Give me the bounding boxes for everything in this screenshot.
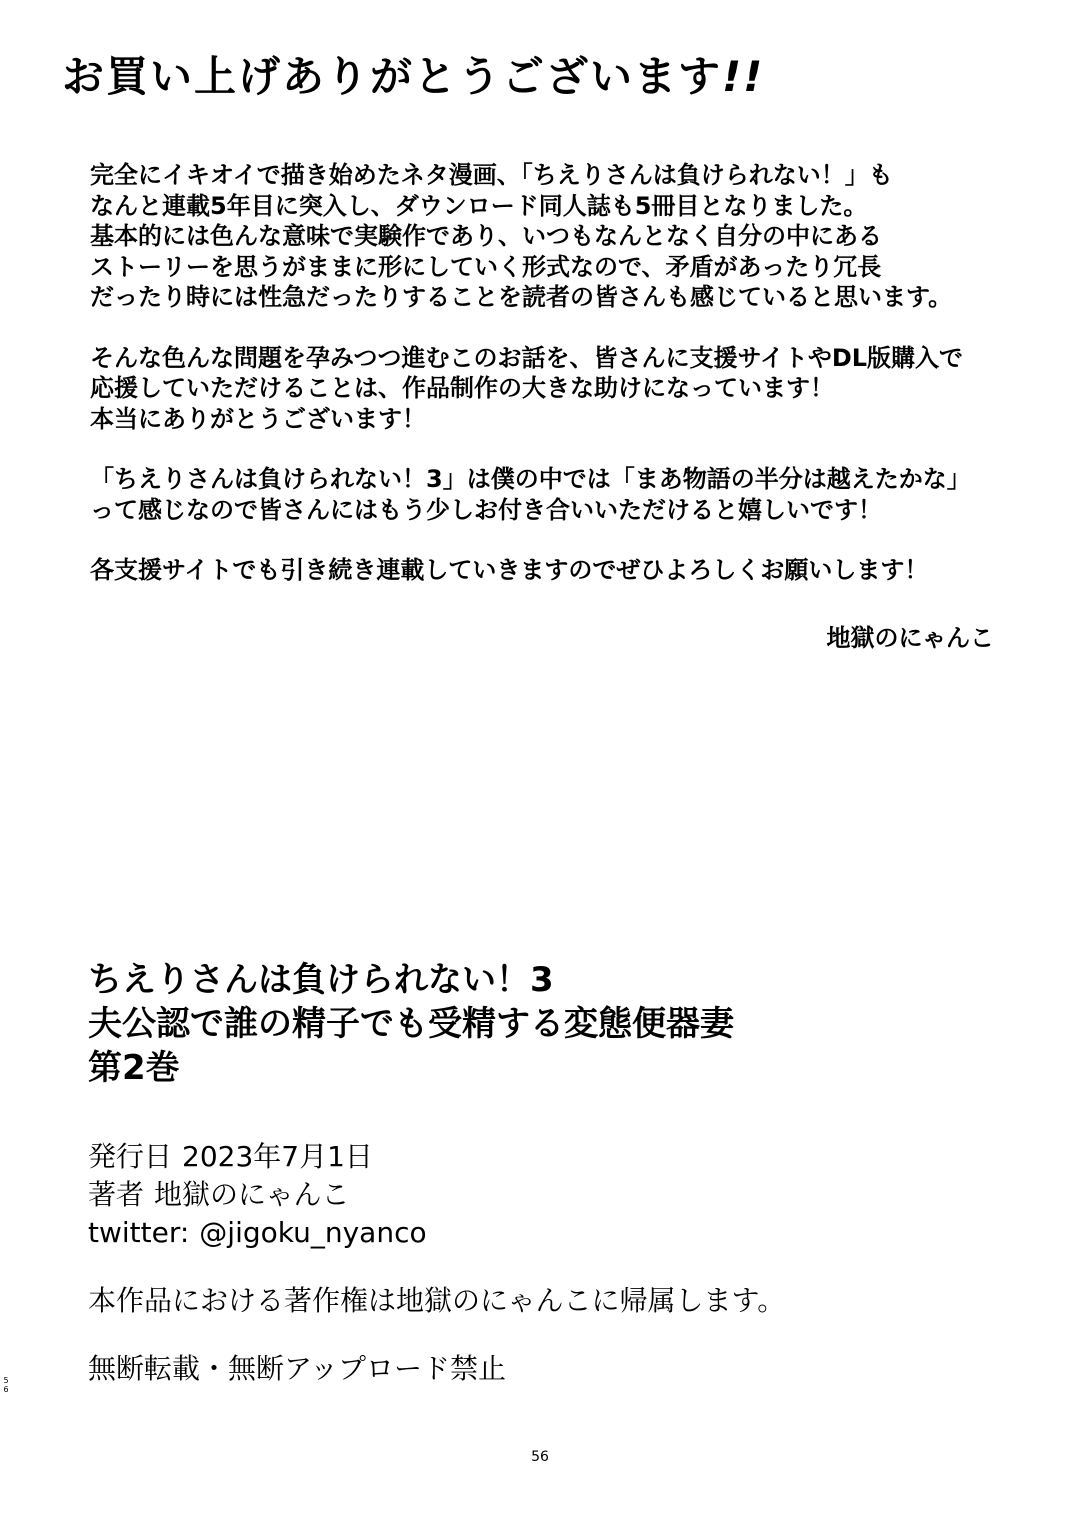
thanks-heading-exclaim: !! [722, 52, 765, 101]
book-title-line: ちえりさんは負けられない！3 [88, 960, 554, 1000]
afterword-paragraph-3 [90, 464, 1020, 525]
twitter-row [88, 1214, 988, 1252]
book-volume-line: 第2巻 [88, 1048, 180, 1088]
page-number: 56 [531, 1449, 549, 1465]
afterword-paragraph-2 [90, 343, 1020, 435]
afterword-paragraph-4 [90, 555, 1020, 586]
afterword-line: 「ちえりさんは負けられない！3」は僕の中では「まあ物語の半分は越えたかな」 [90, 465, 971, 493]
afterword-line: 基本的には色んな意味で実験作であり、いつもなんとなく自分の中にある [90, 222, 882, 250]
afterword-line: そんな色んな問題を孕みつつ進むこのお話を、皆さんに支援サイトやDL版購入で [90, 343, 964, 372]
prohibition-notice: 無断転載・無断アップロード禁止 [88, 1352, 507, 1385]
afterword-line: ストーリーを思うがままに形にしていく形式なので、矛盾があったり冗長 [90, 252, 882, 281]
publish-date-label: 発行日 [88, 1140, 173, 1173]
publish-date-row [88, 1138, 988, 1176]
book-title [88, 958, 988, 1090]
afterword-paragraph-1 [90, 160, 1020, 313]
twitter-label: twitter: [88, 1216, 190, 1249]
book-subtitle-line: 夫公認で誰の精子でも受精する変態便器妻 [88, 1004, 734, 1044]
afterword-line: って感じなので皆さんにはもう少しお付き合いいただけると嬉しいです！ [90, 495, 882, 524]
twitter-handle: @jigoku_nyanco [199, 1216, 427, 1249]
side-page-number: 56 [3, 1376, 9, 1394]
author-row [88, 1176, 988, 1214]
thanks-heading [62, 44, 764, 104]
afterword-line: なんと連載5年目に突入し、ダウンロード同人誌も5冊目となりました。 [90, 191, 868, 220]
afterword-signature: 地獄のにゃんこ [826, 624, 994, 652]
afterword-line: だったり時には性急だったりすることを読者の皆さんも感じていると思います。 [90, 283, 953, 311]
afterword-line: 本当にありがとうございます！ [90, 404, 426, 433]
thanks-heading-text: お買い上げありがとうございます [62, 52, 723, 101]
author-name: 地獄のにゃんこ [154, 1178, 350, 1211]
colophon [88, 958, 988, 1388]
publication-info [88, 1138, 988, 1252]
author-label: 著者 [88, 1178, 145, 1211]
publish-date: 2023年7月1日 [182, 1140, 373, 1173]
copyright-notice: 本作品における著作権は地獄のにゃんこに帰属します。 [88, 1284, 786, 1317]
afterword-line: 応援していただけることは、作品制作の大きな助けになっています！ [90, 374, 834, 402]
afterword [90, 160, 1020, 616]
afterword-line: 各支援サイトでも引き続き連載していきますのでぜひよろしくお願いします！ [90, 556, 929, 584]
afterword-line: 完全にイキオイで描き始めたネタ漫画、「ちえりさんは負けられない！」も [90, 161, 893, 189]
